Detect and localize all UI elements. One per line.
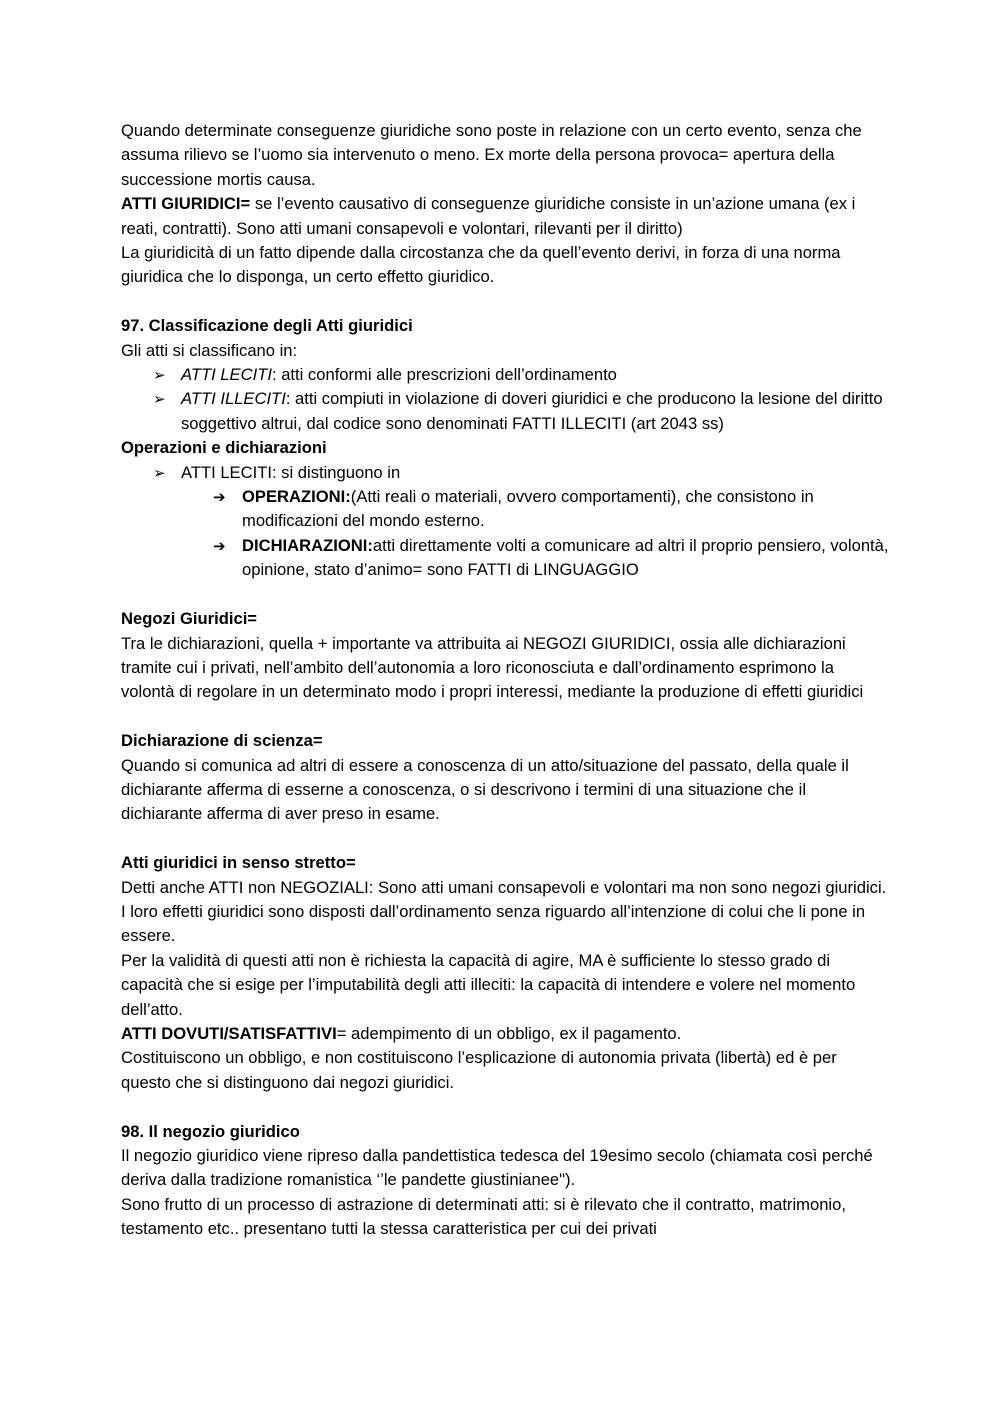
- atti-dovuti-text: = adempimento di un obbligo, ex il pagamento.: [336, 1023, 682, 1043]
- list-item: [121, 387, 891, 436]
- senso-stretto-heading: Atti giuridici in senso stretto=: [121, 853, 356, 873]
- sub-list-item: [121, 534, 891, 583]
- atti-giuridici-label: ATTI GIURIDICI=: [121, 194, 251, 214]
- list-item: [121, 363, 891, 387]
- document-page: [121, 119, 891, 1242]
- obbligo-paragraph: Costituiscono un obbligo, e non costituiscono l’esplicazione di autonomia privata (libertà) ed è per questo che si distinguono dai negozi giuridici.: [121, 1048, 837, 1092]
- list-item: [121, 461, 891, 485]
- negozi-heading: Negozi Giuridici=: [121, 609, 257, 629]
- atti-giuridici-paragraph: [121, 192, 891, 241]
- list-item-text: ATTI LECITI: si distinguono in: [181, 462, 401, 482]
- section-97-heading: 97. Classificazione degli Atti giuridici: [121, 316, 413, 336]
- arrow-right-bullet-icon: ➔: [213, 536, 226, 555]
- sub-list-item-text: atti direttamente volti a comunicare ad altri il proprio pensiero, volontà, opinione, stato d’animo= sono FATTI di LINGUAGGIO: [242, 535, 889, 580]
- arrowhead-bullet-icon: ➢: [153, 390, 166, 409]
- scienza-heading: Dichiarazione di scienza=: [121, 731, 323, 751]
- arrow-right-bullet-icon: ➔: [213, 488, 226, 507]
- validita-paragraph: Per la validità di questi atti non è richiesta la capacità di agire, MA è sufficiente lo stesso grado di capacità che si esige per l’imputabilità degli atti illeciti: la capacità di intendere e volere nel momento dell’atto.: [121, 950, 856, 1019]
- scienza-paragraph: Quando si comunica ad altri di essere a conoscenza di un atto/situazione del passato, della quale il dichiarante afferma di esserne a conoscenza, o si descrivono i termini di una situazione che il dichiarante afferma di aver preso in esame.: [121, 755, 849, 824]
- atti-dovuti-label: ATTI DOVUTI/SATISFATTIVI: [121, 1023, 337, 1043]
- list-item-term: ATTI LECITI: [181, 365, 272, 385]
- section-97-intro: Gli atti si classificano in:: [121, 340, 298, 360]
- arrowhead-bullet-icon: ➢: [153, 463, 166, 482]
- sub-list-item-term: DICHIARAZIONI:: [242, 535, 373, 555]
- list-item-term: ATTI ILLECITI: [181, 389, 286, 409]
- list-item-text: : atti compiuti in violazione di doveri giuridici e che producono la lesione del diritto soggettivo altrui, dal codice sono denominati FATTI ILLECITI (art 2043 ss): [181, 389, 883, 433]
- sub-list-item-text: (Atti reali o materiali, ovvero comportamenti), che consistono in modificazioni del mondo esterno.: [242, 487, 814, 531]
- senso-stretto-paragraph: Detti anche ATTI non NEGOZIALI: Sono atti umani consapevoli e volontari ma non sono negozi giuridici. I loro effetti giuridici sono disposti dall’ordinamento senza riguardo all’intenzione di colui che li pone in essere.: [121, 877, 887, 946]
- atti-dovuti-paragraph: [121, 1022, 891, 1046]
- giuridicita-paragraph: La giuridicità di un fatto dipende dalla circostanza che da quell’evento derivi, in forza di una norma giuridica che lo disponga, un certo effetto giuridico.: [121, 243, 841, 287]
- astrazione-paragraph: Sono frutto di un processo di astrazione di determinati atti: si è rilevato che il contratto, matrimonio, testamento etc.. presentano tutti la stessa caratteristica per cui dei privati: [121, 1194, 846, 1239]
- atti-giuridici-text: se l’evento causativo di conseguenze giuridiche consiste in un’azione umana (ex i reati, contratti). Sono atti umani consapevoli e volontari, rilevanti per il diritto): [121, 194, 856, 238]
- arrowhead-bullet-icon: ➢: [153, 366, 166, 385]
- intro-paragraph: Quando determinate conseguenze giuridiche sono poste in relazione con un certo evento, senza che assuma rilievo se l’uomo sia intervenuto o meno. Ex morte della persona provoca= apertura della successione mortis causa.: [121, 121, 862, 189]
- sub-list-item-term: OPERAZIONI:: [242, 487, 351, 507]
- sub-list-item: [121, 485, 891, 534]
- pandettistica-paragraph: Il negozio giuridico viene ripreso dalla pandettistica tedesca del 19esimo secolo (chiamata così perché deriva dalla tradizione romanistica ‘’le pandette giustinianee").: [121, 1145, 873, 1190]
- section-98-heading: 98. Il negozio giuridico: [121, 1121, 300, 1141]
- operazioni-heading: Operazioni e dichiarazioni: [121, 438, 327, 458]
- negozi-paragraph: Tra le dichiarazioni, quella + importante va attribuita ai NEGOZI GIURIDICI, ossia alle dichiarazioni tramite cui i privati, nell’ambito dell’autonomia a loro riconosciuta e dall’ordinamento esprimono la volontà di regolare in un determinato modo i propri interessi, mediante la produzione di effetti giuridici: [121, 633, 864, 702]
- list-item-text: : atti conformi alle prescrizioni dell’ordinamento: [271, 365, 617, 385]
